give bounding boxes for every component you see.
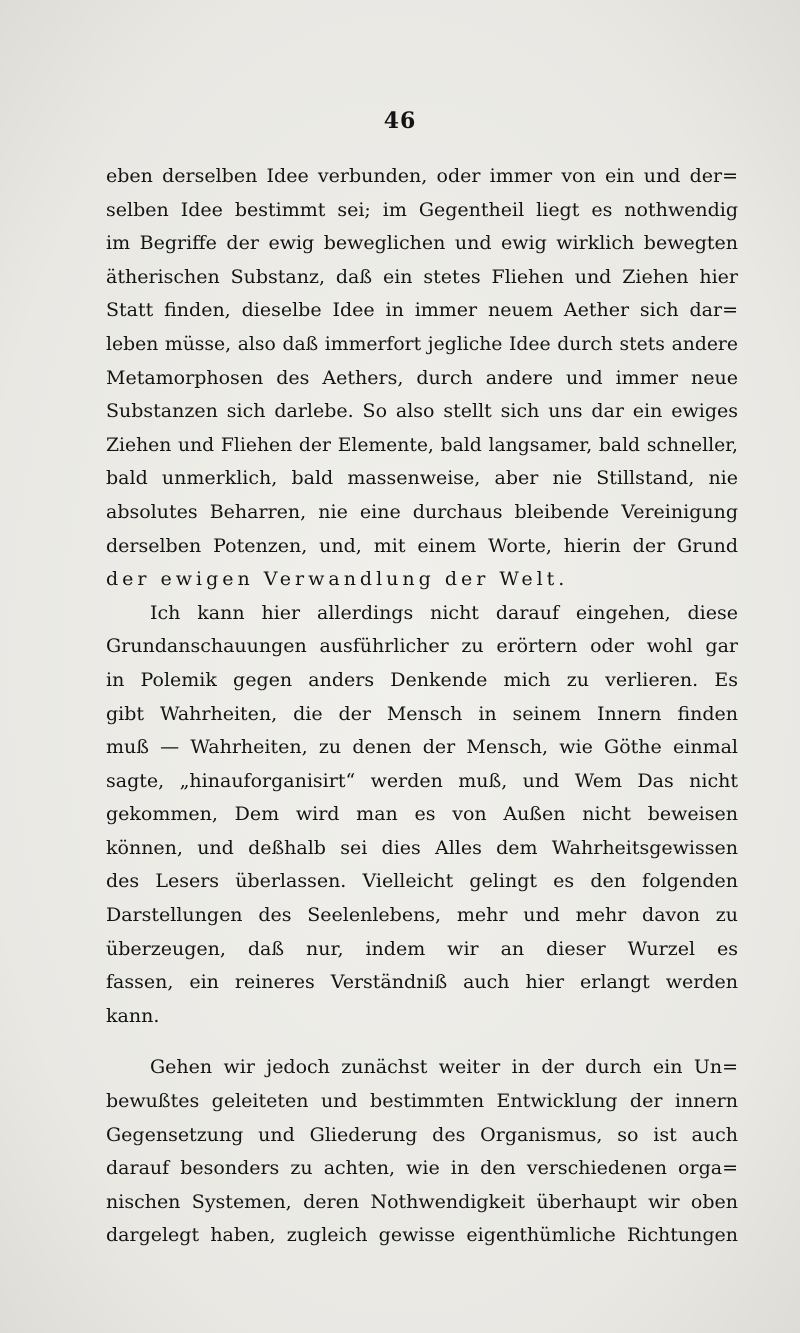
text-line: Darstellungen des Seelenlebens, mehr und mehr davon zu xyxy=(106,904,738,927)
text-line: bewußtes geleiteten und bestimmten Entwicklung der innern xyxy=(106,1090,738,1113)
text-line: dargelegt haben, zugleich gewisse eigenthümliche Richtungen xyxy=(106,1224,738,1247)
text-line: derselben Potenzen, und, mit einem Worte, hierin der Grund xyxy=(106,534,738,557)
text-line: fassen, ein reineres Verständniß auch hier erlangt werden xyxy=(106,971,738,994)
text-line: der ewigen Verwandlung der Welt. xyxy=(106,568,569,591)
text-line: Ziehen und Fliehen der Elemente, bald langsamer, bald schneller, xyxy=(106,434,738,456)
text-line: gibt Wahrheiten, die der Mensch in seinem Innern finden xyxy=(106,702,738,725)
paragraph-2 xyxy=(106,597,738,1034)
text-line: sagte, „hinauforganisirt“ werden muß, und Wem Das nicht xyxy=(106,769,738,792)
text-line: absolutes Beharren, nie eine durchaus bleibende Vereinigung xyxy=(106,500,738,523)
text-line: Substanzen sich darlebe. So also stellt sich uns dar ein ewiges xyxy=(106,400,738,423)
text-line: selben Idee bestimmt sei; im Gegentheil liegt es nothwendig xyxy=(106,198,738,221)
text-line: Ich kann hier allerdings nicht darauf eingehen, diese xyxy=(150,601,738,624)
text-line: Metamorphosen des Aethers, durch andere und immer neue xyxy=(106,366,738,389)
body-text xyxy=(106,160,738,1253)
text-line: im Begriffe der ewig beweglichen und ewig wirklich bewegten xyxy=(106,232,738,255)
page-number: 46 xyxy=(383,108,417,134)
text-line: überzeugen, daß nur, indem wir an dieser Wurzel es xyxy=(106,937,738,960)
text-line: bald unmerklich, bald massenweise, aber nie Stillstand, nie xyxy=(106,467,738,490)
text-line: leben müsse, also daß immerfort jegliche Idee durch stets andere xyxy=(106,333,738,355)
text-line: Grundanschauungen ausführlicher zu erörtern oder wohl gar xyxy=(106,635,738,658)
text-line: können, und deßhalb sei dies Alles dem Wahrheitsgewissen xyxy=(106,836,738,859)
paragraph-3 xyxy=(106,1051,738,1253)
text-line: des Lesers überlassen. Vielleicht gelingt es den folgenden xyxy=(106,870,738,893)
text-line: muß — Wahrheiten, zu denen der Mensch, wie Göthe einmal xyxy=(106,736,738,759)
paragraph-gap xyxy=(106,1033,738,1051)
text-line: darauf besonders zu achten, wie in den verschiedenen orga= xyxy=(106,1157,738,1180)
text-line: gekommen, Dem wird man es von Außen nicht beweisen xyxy=(106,803,738,826)
paragraph-1 xyxy=(106,160,738,597)
text-line: Statt finden, dieselbe Idee in immer neuem Aether sich dar= xyxy=(106,299,738,322)
text-line: ätherischen Substanz, daß ein stetes Fliehen und Ziehen hier xyxy=(106,265,738,288)
text-line: kann. xyxy=(106,1004,160,1027)
text-line: nischen Systemen, deren Nothwendigkeit überhaupt wir oben xyxy=(106,1190,738,1213)
text-line: Gehen wir jedoch zunächst weiter in der durch ein Un= xyxy=(150,1056,738,1079)
text-line: Gegensetzung und Gliederung des Organismus, so ist auch xyxy=(106,1123,738,1146)
text-line: in Polemik gegen anders Denkende mich zu verlieren. Es xyxy=(106,668,738,691)
text-line: eben derselben Idee verbunden, oder immer von ein und der= xyxy=(106,165,738,187)
